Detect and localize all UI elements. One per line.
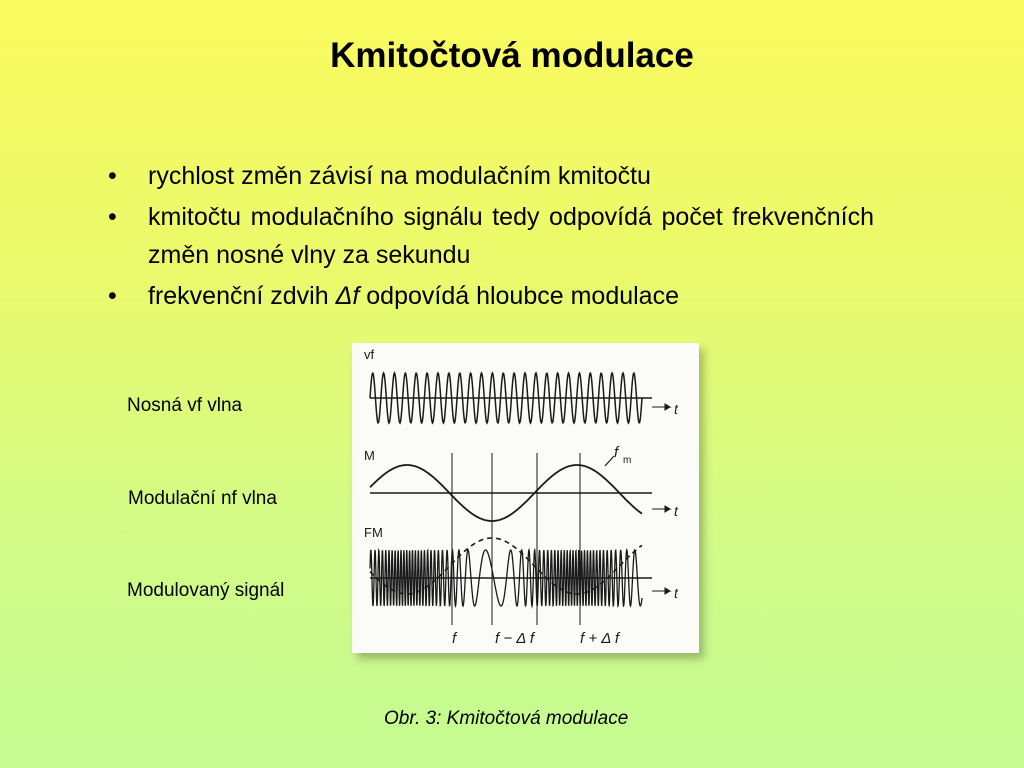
bullet-dot: • <box>108 203 117 231</box>
bullet-text: kmitočtu modulačního signálu tedy odpovídá počet frekvenčních změn nosné vlny za sekundu <box>148 203 874 269</box>
m-label: M <box>364 448 375 463</box>
fm-curve-label: f <box>614 444 619 461</box>
carrier-wave-label: Nosná vf vlna <box>127 395 243 416</box>
t-label: t <box>674 585 678 601</box>
fm-diagram <box>352 343 699 653</box>
bullet-item <box>108 276 874 316</box>
bullet-text: rychlost změn závisí na modulačním kmitočtu <box>148 162 651 190</box>
modulating-wave-label: Modulační nf vlna <box>128 488 277 509</box>
f-minus-delta-label: f − Δ f <box>495 630 535 647</box>
slide-title: Kmitočtová modulace <box>330 36 694 75</box>
vf-label: vf <box>364 347 375 362</box>
bullet-list <box>108 156 874 316</box>
bullet-item <box>108 198 874 274</box>
bullet-text-pre: frekvenční zdvih <box>148 282 336 310</box>
arrow-icon <box>652 404 670 410</box>
figure-caption: Obr. 3: Kmitočtová modulace <box>384 708 629 729</box>
modulated-signal-label: Modulovaný signál <box>127 580 285 601</box>
bullet-item <box>108 156 874 196</box>
delta-f-symbol: Δf <box>335 282 360 310</box>
fm-label: FM <box>364 525 383 540</box>
t-label: t <box>674 503 678 519</box>
axis-arrows <box>652 404 670 594</box>
arrow-icon <box>652 588 670 594</box>
bullet-dot: • <box>108 282 117 310</box>
t-label: t <box>674 401 678 417</box>
arrow-icon <box>652 506 670 512</box>
f-label: f <box>452 630 457 647</box>
f-plus-delta-label: f + Δ f <box>580 630 620 647</box>
fm-diagram-figure <box>352 343 699 653</box>
fm-wave <box>370 550 642 606</box>
bullet-dot: • <box>108 162 117 190</box>
fm-curve-pointer <box>605 456 614 466</box>
fm-curve-subscript: m <box>623 455 632 466</box>
bullet-text-post: odpovídá hloubce modulace <box>359 282 679 310</box>
